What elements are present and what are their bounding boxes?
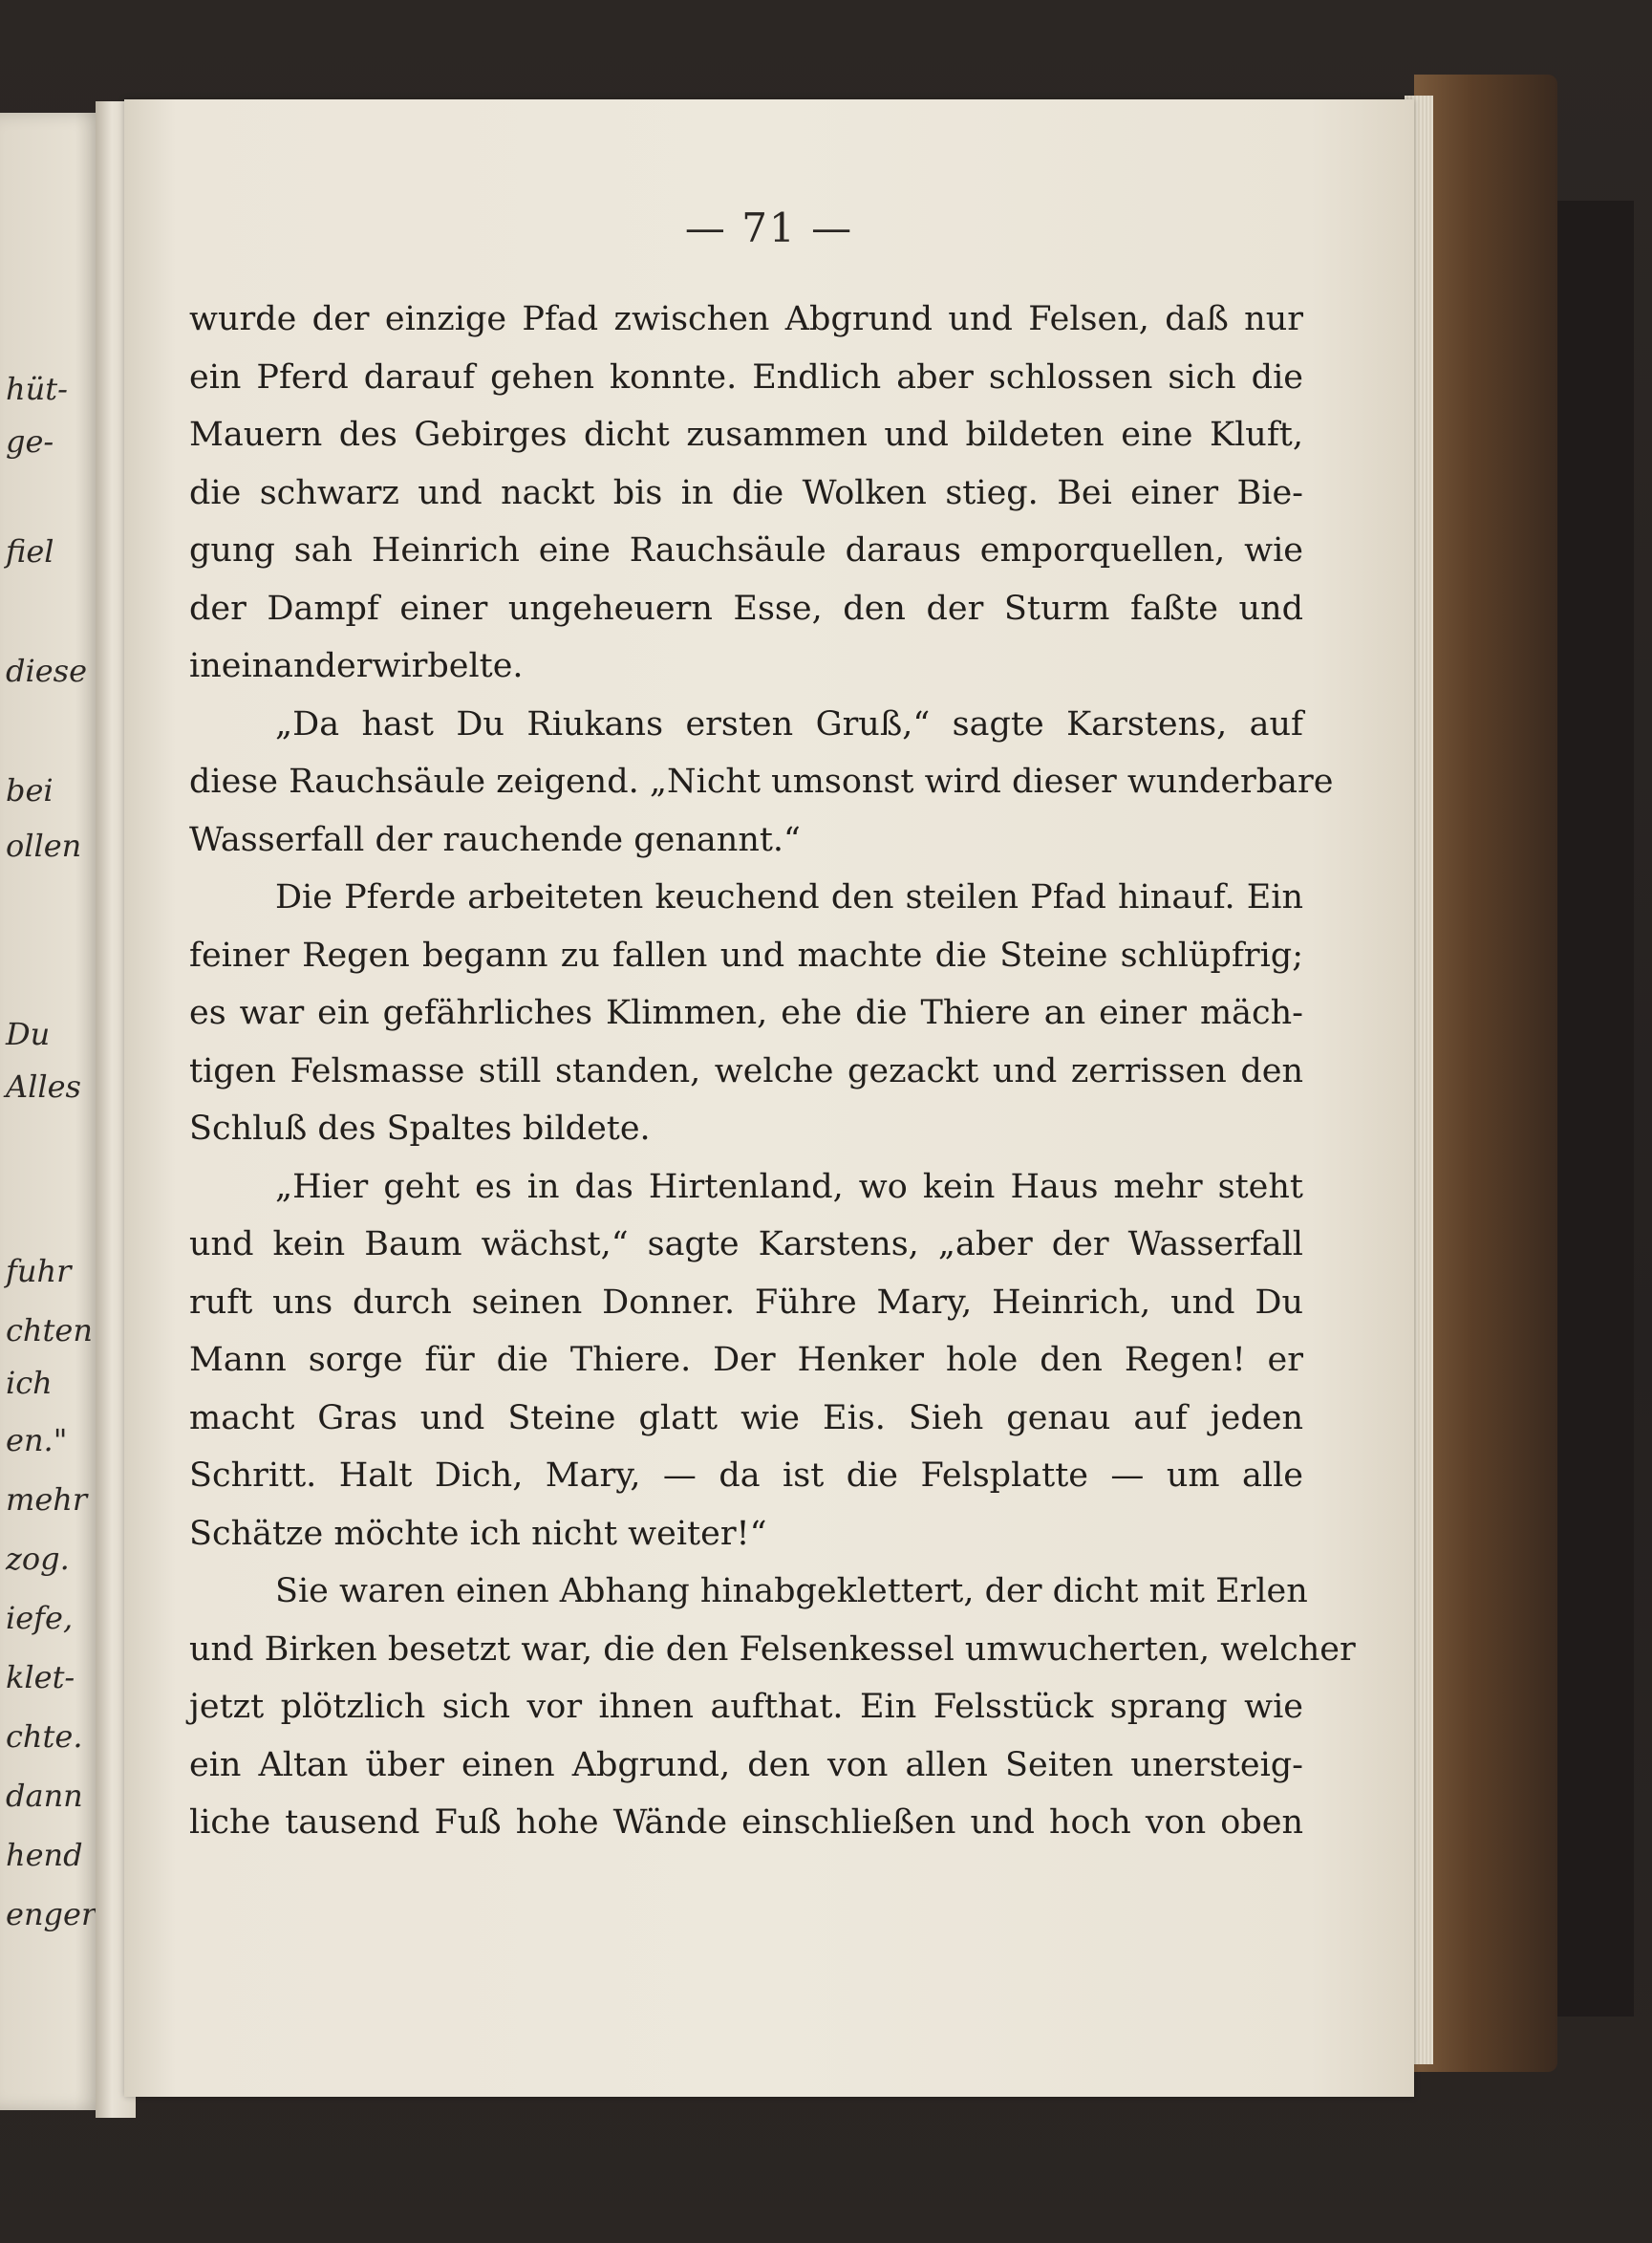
- left-page-text-fragment: Du: [6, 1016, 51, 1052]
- page-number: — 71 —: [684, 205, 854, 251]
- text-line: jetzt plötzlich sich vor ihnen aufthat. Ein Felsstück sprang wie: [189, 1688, 1303, 1726]
- left-page-text-fragment: dann: [6, 1778, 83, 1814]
- left-page-text-fragment: bei: [6, 772, 54, 809]
- left-page-text-fragment: chte.: [6, 1718, 83, 1755]
- left-page-text-fragment: hüt-: [6, 371, 68, 407]
- text-line: ein Pferd darauf gehen konnte. Endlich aber schlossen sich die: [189, 357, 1303, 397]
- text-line: Mauern des Gebirges dicht zusammen und bildeten eine Kluft,: [189, 416, 1303, 454]
- left-page-text-fragment: enger: [6, 1896, 97, 1932]
- text-line: ineinanderwirbelte.: [189, 647, 524, 685]
- text-line: ruft uns durch seinen Donner. Führe Mary, Heinrich, und Du: [189, 1283, 1303, 1322]
- book-cover-edge: [1414, 75, 1557, 2072]
- text-line: „Hier geht es in das Hirtenland, wo kein Haus mehr steht: [275, 1167, 1303, 1206]
- right-page: [124, 99, 1414, 2097]
- text-line: gung sah Heinrich eine Rauchsäule daraus emporquellen, wie: [189, 531, 1303, 570]
- left-page-text-fragment: hend: [6, 1837, 83, 1873]
- left-page-text-fragment: ge-: [6, 423, 54, 460]
- text-line: Schätze möchte ich nicht weiter!“: [189, 1514, 767, 1553]
- text-line: tigen Felsmasse still standen, welche gezackt und zerrissen den: [189, 1051, 1303, 1090]
- text-line: Schritt. Halt Dich, Mary, — da ist die Felsplatte — um alle: [189, 1456, 1303, 1495]
- left-page-text-fragment: ollen: [6, 828, 82, 864]
- body-text: [189, 291, 1356, 1852]
- text-line: feiner Regen begann zu fallen und machte die Steine schlüpfrig;: [189, 936, 1303, 975]
- text-line: Mann sorge für die Thiere. Der Henker hole den Regen! er: [189, 1341, 1303, 1379]
- left-page-text-fragment: zog.: [6, 1541, 70, 1577]
- text-line: Wasserfall der rauchende genannt.“: [189, 820, 801, 859]
- left-page-text-fragment: diese: [6, 653, 88, 689]
- left-page-text-fragment: ich: [6, 1365, 53, 1401]
- text-line: die schwarz und nackt bis in die Wolken stieg. Bei einer Bie-: [189, 473, 1303, 512]
- left-page-text-fragment: iefe,: [6, 1600, 74, 1636]
- text-line: es war ein gefährliches Klimmen, ehe die Thiere an einer mäch-: [189, 994, 1303, 1032]
- text-line: „Da hast Du Riukans ersten Gruß,“ sagte Karstens, auf: [275, 704, 1303, 744]
- text-line: liche tausend Fuß hohe Wände einschließen und hoch von oben: [189, 1803, 1303, 1842]
- text-line: Sie waren einen Abhang hinabgeklettert, der dicht mit Erlen: [275, 1572, 1308, 1610]
- left-page-text-fragment: klet-: [6, 1659, 75, 1695]
- text-line: diese Rauchsäule zeigend. „Nicht umsonst wird dieser wunderbare: [189, 763, 1334, 801]
- text-line: Schluß des Spaltes bildete.: [189, 1110, 651, 1148]
- left-facing-page: [0, 113, 107, 2110]
- left-page-text-fragment: chten: [6, 1312, 93, 1348]
- left-page-text-fragment: en.": [6, 1422, 68, 1458]
- text-line: macht Gras und Steine glatt wie Eis. Sieh genau auf jeden: [189, 1398, 1303, 1437]
- text-line: und kein Baum wächst,“ sagte Karstens, „aber der Wasserfall: [189, 1225, 1303, 1263]
- text-line: der Dampf einer ungeheuern Esse, den der Sturm faßte und: [189, 589, 1303, 628]
- left-page-text-fragment: mehr: [6, 1481, 88, 1518]
- left-page-text-fragment: Alles: [6, 1068, 81, 1105]
- left-page-text-fragment: fuhr: [6, 1253, 72, 1289]
- text-line: und Birken besetzt war, die den Felsenkessel umwucherten, welcher: [189, 1629, 1356, 1669]
- text-line: Die Pferde arbeiteten keuchend den steilen Pfad hinauf. Ein: [275, 878, 1303, 917]
- left-page-text-fragment: fiel: [6, 533, 54, 570]
- text-line: ein Altan über einen Abgrund, den von allen Seiten unersteig-: [189, 1745, 1303, 1784]
- text-line: wurde der einzige Pfad zwischen Abgrund und Felsen, daß nur: [189, 300, 1303, 338]
